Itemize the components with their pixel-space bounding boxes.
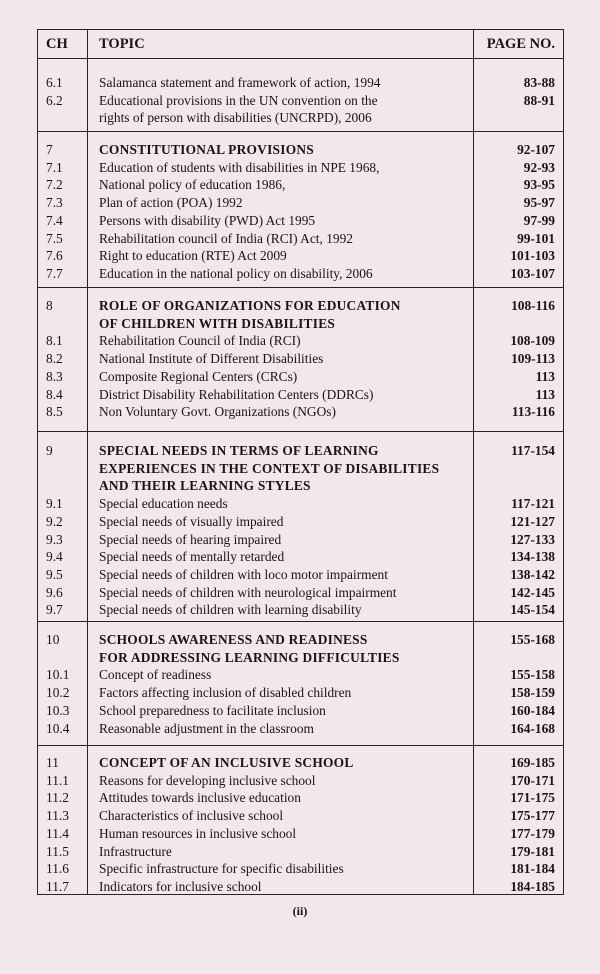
page-range: 170-171	[510, 772, 555, 788]
page-range: 155-168	[510, 632, 555, 647]
topic-row	[38, 368, 563, 386]
page-range: 155-158	[510, 667, 555, 683]
chapter-number: 11.3	[46, 808, 69, 824]
page-range: 108-109	[510, 333, 555, 349]
chapter-number: 8.2	[46, 351, 63, 367]
page-range: 175-177	[510, 808, 555, 824]
chapter-number: 9.3	[46, 531, 63, 547]
chapter-number: 9.4	[46, 549, 63, 565]
topic-title: Composite Regional Centers (CRCs)	[99, 368, 298, 384]
chapter-number: 8.1	[46, 333, 63, 349]
topic-row	[38, 332, 563, 350]
topic-row	[38, 720, 563, 738]
chapter-row	[38, 754, 563, 772]
topic-title: National policy of education 1986,	[99, 177, 286, 193]
topic-title: EXPERIENCES IN THE CONTEXT OF DISABILITIES	[99, 460, 440, 476]
page-range: 181-184	[510, 861, 555, 877]
page-range: 121-127	[510, 513, 555, 529]
page-range: 103-107	[510, 265, 555, 281]
page-range: 169-185	[510, 755, 555, 770]
chapter-number: 10.2	[46, 685, 70, 701]
topic-title: Characteristics of inclusive school	[99, 808, 284, 824]
topic-title: Reasons for developing inclusive school	[99, 772, 316, 788]
header-page-no: PAGE NO.	[486, 36, 555, 52]
chapter-number: 7.1	[46, 159, 63, 175]
topic-row	[38, 176, 563, 194]
chapter-row	[38, 297, 563, 315]
topic-row	[38, 584, 563, 602]
chapter-number: 9.2	[46, 513, 63, 529]
section-divider	[38, 131, 563, 132]
topic-title: Rehabilitation Council of India (RCI)	[99, 333, 301, 349]
topic-title: Special needs of children with neurological impairment	[99, 584, 397, 600]
topic-row	[38, 109, 563, 127]
topic-row	[38, 386, 563, 404]
topic-title: ROLE OF ORGANIZATIONS FOR EDUCATION	[99, 298, 401, 313]
topic-title: Salamanca statement and framework of action, 1994	[99, 75, 381, 90]
page-range: 134-138	[510, 549, 555, 565]
section-divider	[38, 745, 563, 746]
topic-row	[38, 548, 563, 566]
topic-title: Plan of action (POA) 1992	[99, 195, 243, 211]
topic-title: Education of students with disabilities in NPE 1968,	[99, 159, 380, 175]
page-range: 184-185	[510, 878, 555, 894]
topic-row	[38, 403, 563, 421]
section-divider	[38, 58, 563, 59]
chapter-number: 7.6	[46, 248, 63, 264]
topic-row	[38, 566, 563, 584]
topic-title: Indicators for inclusive school	[99, 878, 262, 894]
topic-title: OF CHILDREN WITH DISABILITIES	[99, 315, 336, 331]
topic-title: Attitudes towards inclusive education	[99, 790, 301, 806]
topic-row	[38, 159, 563, 177]
chapter-number: 7.7	[46, 265, 63, 281]
topic-title: Non Voluntary Govt. Organizations (NGOs)	[99, 404, 336, 420]
chapter-number: 9	[46, 443, 53, 458]
page-range: 108-116	[511, 298, 555, 313]
page-range: 97-99	[523, 212, 555, 228]
topic-title: SPECIAL NEEDS IN TERMS OF LEARNING	[99, 443, 379, 458]
topic-row	[38, 230, 563, 248]
page-range: 179-181	[510, 843, 555, 859]
topic-title: Special needs of children with loco motor impairment	[99, 566, 388, 582]
topic-title: Human resources in inclusive school	[99, 825, 297, 841]
topic-title: Educational provisions in the UN convention on the	[99, 92, 378, 108]
chapter-number: 10.3	[46, 702, 70, 718]
header-ch: CH	[46, 36, 68, 52]
page-range: 171-175	[510, 790, 555, 806]
topic-row	[38, 265, 563, 283]
page-number: (ii)	[292, 904, 308, 918]
topic-row	[38, 684, 563, 702]
chapter-number: 8	[46, 298, 53, 313]
topic-row	[38, 860, 563, 878]
topic-title: District Disability Rehabilitation Centers (DDRCs)	[99, 386, 374, 402]
topic-title: Rehabilitation council of India (RCI) Act, 1992	[99, 230, 353, 246]
chapter-number: 8.3	[46, 368, 63, 384]
topic-row	[38, 702, 563, 720]
topic-title: School preparedness to facilitate inclusion	[99, 702, 326, 718]
page-range: 117-154	[511, 443, 555, 458]
topic-row	[38, 74, 563, 92]
chapter-number: 9.7	[46, 602, 63, 618]
page-range: 92-93	[523, 159, 555, 175]
topic-title: Reasonable adjustment in the classroom	[99, 720, 314, 736]
page-range: 92-107	[517, 142, 555, 157]
chapter-row	[38, 315, 563, 333]
topic-row	[38, 601, 563, 619]
page-range: 127-133	[510, 531, 555, 547]
chapter-row	[38, 649, 563, 667]
topic-title: Special needs of mentally retarded	[99, 549, 285, 565]
chapter-number: 11	[46, 755, 59, 770]
section-divider	[38, 621, 563, 622]
page-range: 138-142	[510, 566, 555, 582]
topic-row	[38, 531, 563, 549]
page-range: 160-184	[510, 702, 555, 718]
chapter-number: 11.1	[46, 772, 69, 788]
chapter-number: 9.6	[46, 584, 63, 600]
chapter-number: 7.5	[46, 230, 63, 246]
page-range: 113	[535, 386, 555, 402]
chapter-number: 11.2	[46, 790, 69, 806]
chapter-row	[38, 477, 563, 495]
chapter-number: 7.4	[46, 212, 63, 228]
header-topic: TOPIC	[99, 36, 145, 52]
topic-row	[38, 789, 563, 807]
topic-title: AND THEIR LEARNING STYLES	[99, 478, 311, 494]
page-range: 83-88	[523, 75, 555, 90]
topic-title: Infrastructure	[99, 843, 172, 859]
topic-title: Special education needs	[99, 496, 228, 512]
topic-row	[38, 878, 563, 896]
topic-row	[38, 194, 563, 212]
page-range: 142-145	[510, 584, 555, 600]
section-divider	[38, 431, 563, 432]
chapter-number: 7.3	[46, 195, 63, 211]
topic-row	[38, 843, 563, 861]
topic-title: SCHOOLS AWARENESS AND READINESS	[99, 632, 368, 647]
topic-title: Right to education (RTE) Act 2009	[99, 248, 287, 264]
page-range: 117-121	[511, 496, 555, 512]
chapter-number: 10.4	[46, 720, 70, 736]
page-range: 95-97	[523, 195, 555, 211]
page-range: 99-101	[517, 230, 555, 246]
topic-title: rights of person with disabilities (UNCRPD), 2006	[99, 110, 372, 126]
chapter-number: 8.5	[46, 404, 63, 420]
chapter-number: 11.4	[46, 825, 69, 841]
topic-row	[38, 513, 563, 531]
topic-title: National Institute of Different Disabilities	[99, 351, 324, 367]
topic-row	[38, 247, 563, 265]
page-range: 164-168	[510, 720, 555, 736]
page-range: 93-95	[523, 177, 555, 193]
chapter-number: 7.2	[46, 177, 63, 193]
page-range: 109-113	[511, 351, 555, 367]
chapter-number: 7	[46, 142, 53, 157]
topic-row	[38, 666, 563, 684]
page-range: 113	[535, 368, 555, 384]
chapter-row	[38, 460, 563, 478]
chapter-number: 11.7	[46, 878, 69, 894]
topic-title: Specific infrastructure for specific disabilities	[99, 861, 344, 877]
topic-title: Special needs of hearing impaired	[99, 531, 282, 547]
topic-row	[38, 825, 563, 843]
topic-title: Persons with disability (PWD) Act 1995	[99, 212, 316, 228]
topic-row	[38, 212, 563, 230]
chapter-number: 6.1	[46, 75, 63, 90]
topic-title: Special needs of visually impaired	[99, 513, 284, 529]
page-range: 101-103	[510, 248, 555, 264]
topic-row	[38, 807, 563, 825]
topic-title: FOR ADDRESSING LEARNING DIFFICULTIES	[99, 649, 400, 665]
chapter-row	[38, 141, 563, 159]
topic-title: Concept of readiness	[99, 667, 212, 683]
toc-table	[37, 29, 564, 895]
topic-title: CONCEPT OF AN INCLUSIVE SCHOOL	[99, 755, 354, 770]
topic-title: Special needs of children with learning disability	[99, 602, 362, 618]
page-range: 177-179	[510, 825, 555, 841]
chapter-number: 9.1	[46, 496, 63, 512]
topic-row	[38, 350, 563, 368]
topic-title: Factors affecting inclusion of disabled children	[99, 685, 352, 701]
chapter-row	[38, 631, 563, 649]
page-range: 113-116	[511, 404, 555, 420]
chapter-number: 9.5	[46, 566, 63, 582]
page-range: 145-154	[510, 602, 555, 618]
chapter-number: 11.5	[46, 843, 69, 859]
topic-row	[38, 495, 563, 513]
chapter-number: 10.1	[46, 667, 70, 683]
chapter-row	[38, 442, 563, 460]
chapter-number: 10	[46, 632, 60, 647]
chapter-number: 8.4	[46, 386, 63, 402]
topic-title: CONSTITUTIONAL PROVISIONS	[99, 142, 314, 157]
topic-title: Education in the national policy on disability, 2006	[99, 265, 373, 281]
topic-row	[38, 92, 563, 110]
section-divider	[38, 287, 563, 288]
page-range: 158-159	[510, 685, 555, 701]
chapter-number: 11.6	[46, 861, 69, 877]
page-range: 88-91	[523, 92, 555, 108]
topic-row	[38, 772, 563, 790]
chapter-number: 6.2	[46, 92, 63, 108]
